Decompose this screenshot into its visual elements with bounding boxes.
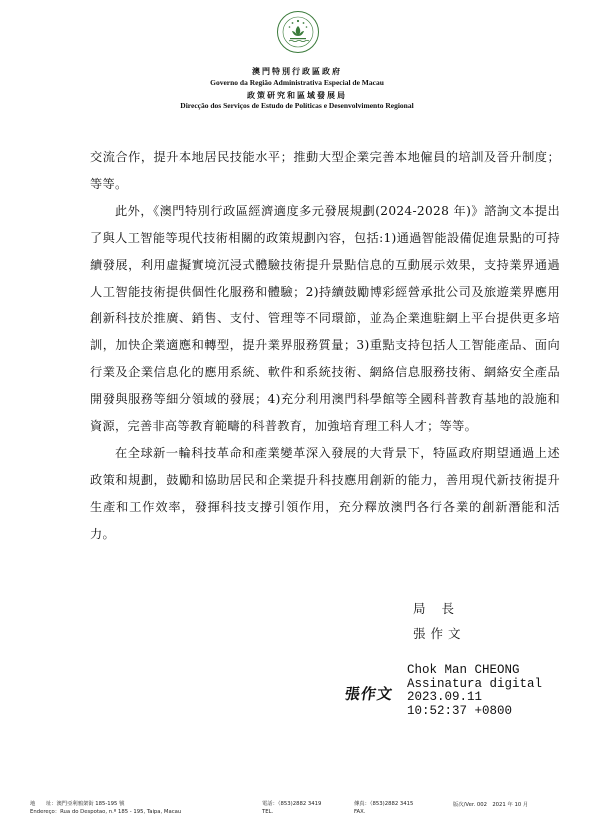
digital-signer-name: Chok Man CHEONG: [407, 663, 520, 677]
digital-signature-block: [407, 664, 542, 718]
letter-body: [90, 144, 560, 548]
paragraph-2: 此外，《澳門特別行政區經濟適度多元發展規劃(2024-2028 年)》諮詢文本提出了與人工智能等現代技術相關的政策規劃內容，包括:1)通過智能設備促進景點的可持續發展，利用虛擬實境沉浸式體驗技術提升景點信息的互動展示效果，支持業界通過人工智能技術提供個性化服務和體驗；2)持續鼓勵博彩經營承批公司及旅遊業界應用創新科技於推廣、銷售、支付、管理等不同環節，並為企業進駐網上平台提供更多培訓，加快企業適應和轉型，提升業界服務質量；3)重點支持包括人工智能產品、面向行業及企業信息化的應用系統、軟件和系統技術、網絡信息服務技術、網絡安全產品開發與服務等細分領域的發展；4)充分利用澳門科學館等全國科普教育基地的設施和資源，完善非高等教育範疇的科普教育，加強培育理工科人才；等等。: [90, 203, 560, 434]
footer-version: 版次/Ver. 002 2021 年 10 月: [453, 802, 529, 808]
signature-time: 10:52:37 +0800: [407, 703, 513, 718]
fax-number: （853)2882 3415: [369, 801, 414, 807]
department-name-pt: Direcção dos Serviços de Estudo de Políticas e Desenvolvimento Regional: [180, 101, 414, 110]
tel-label-en: TEL.: [262, 809, 274, 815]
government-name-zh: 澳門特別行政區政府: [252, 67, 342, 76]
fax-label-zh: 傳真：: [354, 801, 370, 807]
handwritten-signature: 張作文: [343, 685, 395, 703]
footer-fax: [354, 800, 413, 816]
signatory-name: 張作文: [413, 626, 466, 641]
signatory-title: 局 長: [413, 601, 460, 616]
address-label-pt: Endereço：: [30, 809, 61, 815]
department-name-zh: 政策研究和區域發展局: [247, 91, 347, 100]
address-zh: 澳門亞利鴉架街 185-195 號: [56, 801, 125, 807]
footer-tel: [262, 800, 321, 816]
footer-address: [30, 800, 181, 816]
government-name-pt: Governo da Região Administrativa Especial de Macau: [210, 78, 384, 87]
paragraph-3: 在全球新一輪科技革命和產業變革深入發展的大背景下，特區政府期望通過上述政策和規劃，鼓勵和協助居民和企業提升科技應用創新的能力，善用現代新技術提升生產和工作效率，發揮科技支撐引領作用，充分釋放澳門各行各業的創新潛能和活力。: [90, 445, 560, 541]
paragraph-1: 交流合作，提升本地居民技能水平；推動大型企業完善本地僱員的培訓及晉升制度；等等。: [90, 150, 560, 191]
fax-label-en: FAX.: [354, 809, 366, 815]
signature-date: 2023.09.11: [407, 690, 483, 704]
tel-number: （853)2882 3419: [277, 801, 322, 807]
tel-label-zh: 電話：: [262, 801, 278, 807]
address-label-zh: 地 址：: [30, 801, 57, 807]
macau-emblem-icon: [276, 10, 320, 54]
digital-signature-label: Assinatura digital: [407, 676, 543, 691]
address-pt: Rua do Despotao, n.º 185 - 195, Taipa, Macau: [60, 809, 182, 815]
